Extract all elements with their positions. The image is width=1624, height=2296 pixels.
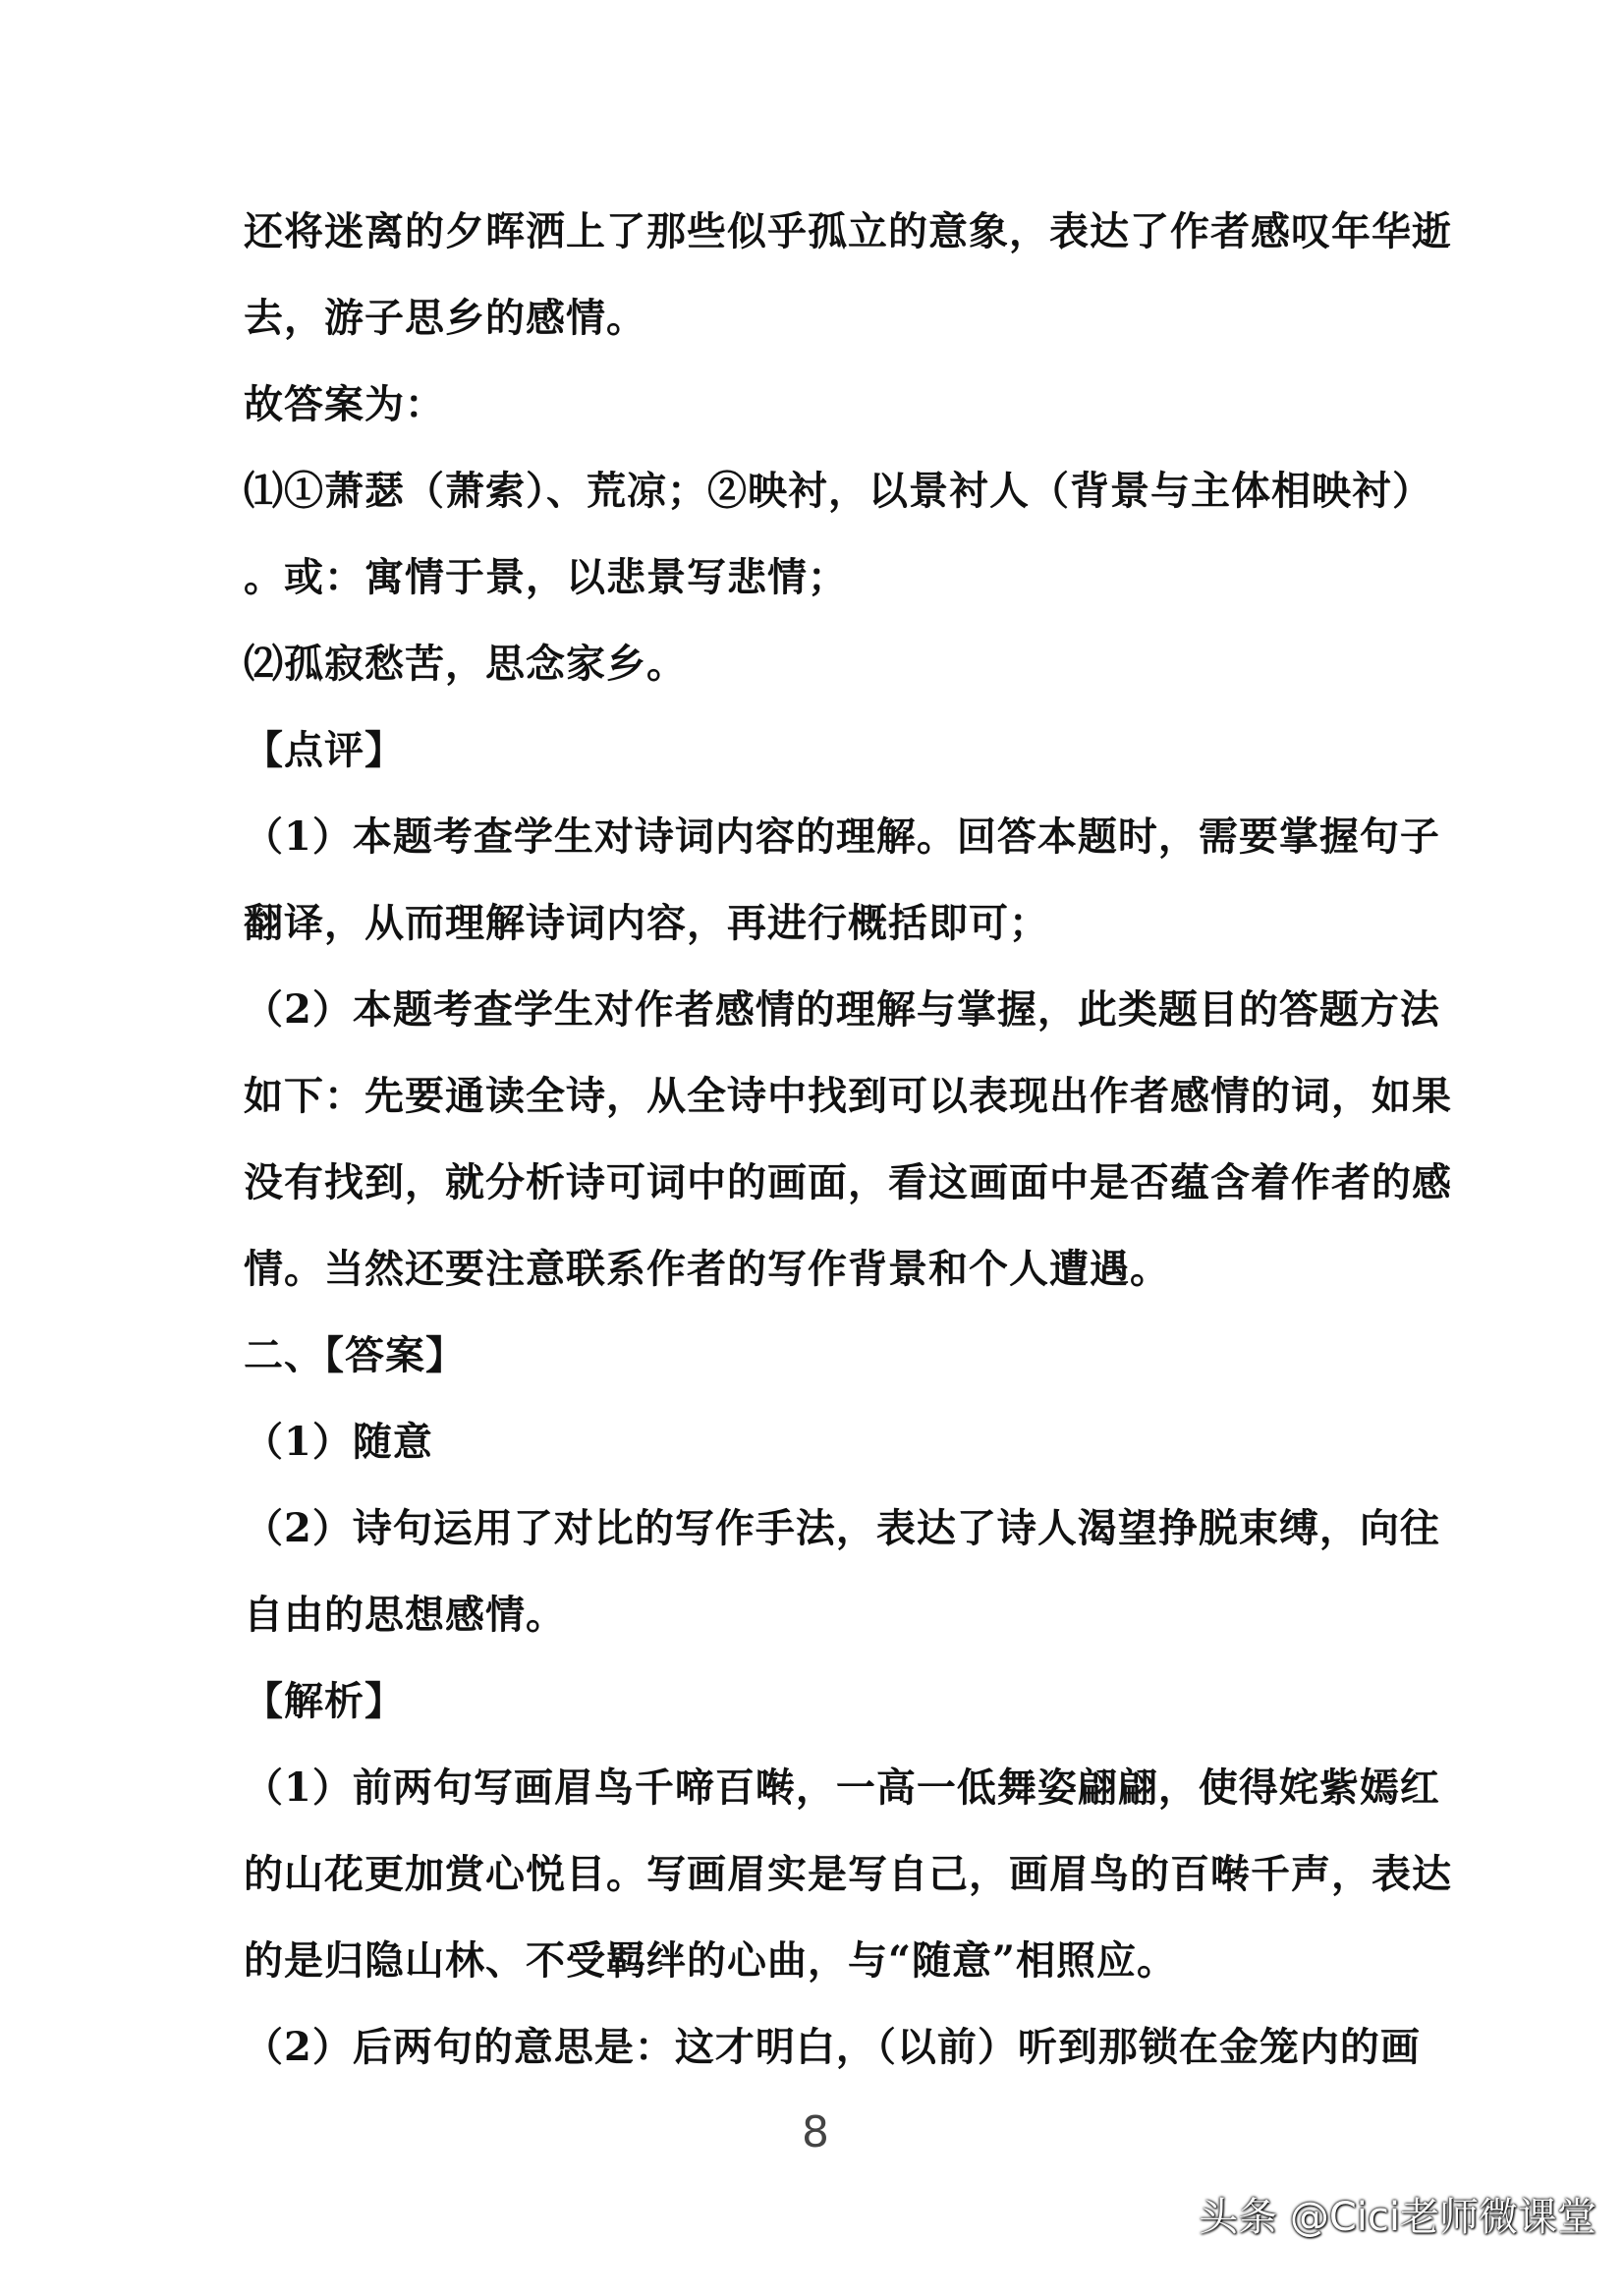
text-line: 故答案为： xyxy=(244,381,445,427)
text-line: 自由的思想感情。 xyxy=(244,1592,566,1638)
text-line: 没有找到，就分析诗可词中的画面，看这画面中是否蕴含着作者的感 xyxy=(244,1159,1452,1205)
text-line: （1）随意 xyxy=(244,1419,433,1465)
text-line: ⑴①萧瑟（萧索）、荒凉；②映衬，以景衬人（背景与主体相映衬） xyxy=(244,468,1432,514)
section-heading: 二、【答案】 xyxy=(244,1332,466,1378)
text-line: （2）诗句运用了对比的写作手法，表达了诗人渴望挣脱束缚，向往 xyxy=(244,1505,1440,1551)
page-number: 8 xyxy=(802,2107,829,2157)
text-line: 如下：先要通读全诗，从全诗中找到可以表现出作者感情的词，如果 xyxy=(244,1073,1452,1119)
text-line: 去，游子思乡的感情。 xyxy=(244,295,646,341)
text-line: （2）后两句的意思是：这才明白，（以前）听到那锁在金笼内的画 xyxy=(244,2024,1421,2070)
section-heading: 【解析】 xyxy=(244,1678,405,1724)
text-line: （1）前两句写画眉鸟千啼百啭，一高一低舞姿翩翩，使得姹紫嫣红 xyxy=(244,1764,1440,1811)
text-line: （1）本题考查学生对诗词内容的理解。回答本题时，需要掌握句子 xyxy=(244,813,1440,860)
text-line: 还将迷离的夕晖洒上了那些似乎孤立的意象，表达了作者感叹年华逝 xyxy=(244,208,1452,254)
section-heading: 【点评】 xyxy=(244,727,405,773)
text-line: 情。当然还要注意联系作者的写作背景和个人遭遇。 xyxy=(244,1246,1170,1292)
text-line: 的山花更加赏心悦目。写画眉实是写自己，画眉鸟的百啭千声，表达 xyxy=(244,1851,1452,1897)
text-line: （2）本题考查学生对作者感情的理解与掌握，此类题目的答题方法 xyxy=(244,986,1440,1033)
text-line: 。或：寓情于景，以悲景写悲情； xyxy=(244,554,848,600)
text-line: 翻译，从而理解诗词内容，再进行概括即可； xyxy=(244,900,1049,946)
text-line: 的是归隐山林、不受羁绊的心曲，与“随意”相照应。 xyxy=(244,1937,1178,1984)
document-body xyxy=(244,189,1452,2091)
watermark: 头条 @Cici老师微课堂 xyxy=(1199,2195,1596,2240)
text-line: ⑵孤寂愁苦，思念家乡。 xyxy=(244,641,687,687)
